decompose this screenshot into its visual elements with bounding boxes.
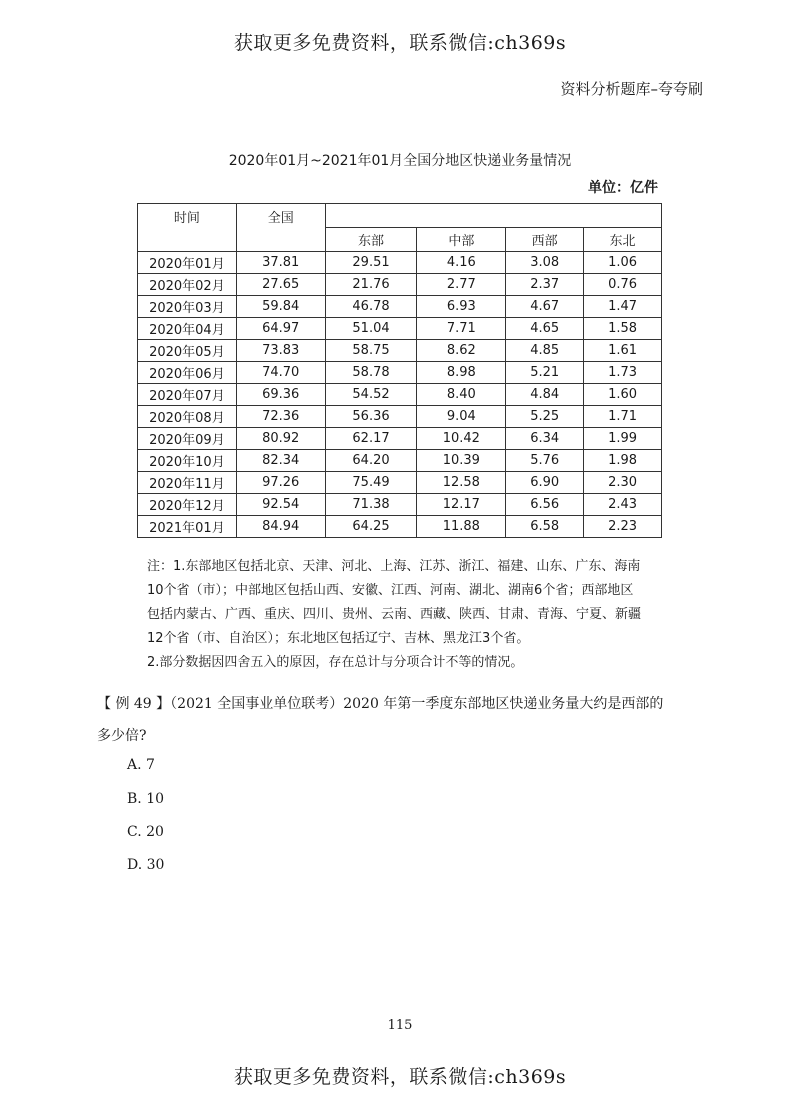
cell-national: 69.36 [236, 384, 325, 406]
cell-central: 10.39 [417, 450, 506, 472]
table-row [138, 494, 662, 516]
header-time: 时间 [138, 204, 237, 252]
table-row [138, 296, 662, 318]
cell-central: 6.93 [417, 296, 506, 318]
note-line: 10个省（市）；中部地区包括山西、安徽、江西、河南、湖北、湖南6个省；西部地区 [147, 583, 634, 598]
cell-west: 6.56 [506, 494, 584, 516]
question-line: 【 例 49 】（2021 全国事业单位联考）2020 年第一季度东部地区快递业务量大约是西部的 [97, 696, 664, 712]
cell-east: 56.36 [325, 406, 417, 428]
cell-month: 2020年11月 [138, 472, 237, 494]
cell-national: 73.83 [236, 340, 325, 362]
header-east: 东部 [325, 228, 417, 252]
cell-month: 2020年01月 [138, 252, 237, 274]
cell-northeast: 0.76 [584, 274, 662, 296]
table-row [138, 406, 662, 428]
cell-west: 4.65 [506, 318, 584, 340]
note-line: 包括内蒙古、广西、重庆、四川、贵州、云南、西藏、陕西、甘肃、青海、宁夏、新疆 [147, 607, 642, 622]
cell-central: 7.71 [417, 318, 506, 340]
cell-east: 51.04 [325, 318, 417, 340]
cell-east: 71.38 [325, 494, 417, 516]
cell-national: 97.26 [236, 472, 325, 494]
cell-central: 8.98 [417, 362, 506, 384]
cell-west: 6.90 [506, 472, 584, 494]
cell-month: 2020年09月 [138, 428, 237, 450]
cell-east: 58.78 [325, 362, 417, 384]
cell-month: 2020年10月 [138, 450, 237, 472]
cell-east: 54.52 [325, 384, 417, 406]
promo-banner-top: 获取更多免费资料，联系微信:ch369s [233, 32, 567, 54]
table-row [138, 516, 662, 538]
cell-west: 6.34 [506, 428, 584, 450]
cell-northeast: 1.58 [584, 318, 662, 340]
cell-national: 84.94 [236, 516, 325, 538]
cell-northeast: 2.30 [584, 472, 662, 494]
cell-central: 8.40 [417, 384, 506, 406]
cell-northeast: 1.98 [584, 450, 662, 472]
header-region-group [325, 204, 661, 228]
cell-northeast: 1.60 [584, 384, 662, 406]
cell-east: 58.75 [325, 340, 417, 362]
cell-west: 4.85 [506, 340, 584, 362]
header-national: 全国 [236, 204, 325, 252]
cell-west: 5.21 [506, 362, 584, 384]
question-stem [97, 688, 707, 752]
cell-month: 2020年05月 [138, 340, 237, 362]
header-west: 西部 [506, 228, 584, 252]
table-notes [147, 555, 677, 675]
cell-northeast: 1.06 [584, 252, 662, 274]
cell-national: 74.70 [236, 362, 325, 384]
cell-national: 27.65 [236, 274, 325, 296]
cell-month: 2020年06月 [138, 362, 237, 384]
note-line: 2.部分数据因四舍五入的原因，存在总计与分项合计不等的情况。 [147, 655, 524, 670]
option-c: C. 20 [127, 824, 164, 840]
cell-east: 64.20 [325, 450, 417, 472]
cell-west: 5.76 [506, 450, 584, 472]
cell-central: 10.42 [417, 428, 506, 450]
cell-west: 4.67 [506, 296, 584, 318]
cell-central: 11.88 [417, 516, 506, 538]
cell-west: 5.25 [506, 406, 584, 428]
cell-national: 80.92 [236, 428, 325, 450]
table-unit: 单位：亿件 [588, 180, 658, 196]
cell-northeast: 2.23 [584, 516, 662, 538]
cell-northeast: 1.61 [584, 340, 662, 362]
cell-northeast: 1.47 [584, 296, 662, 318]
header-central: 中部 [417, 228, 506, 252]
cell-west: 2.37 [506, 274, 584, 296]
option-a: A. 7 [127, 757, 155, 773]
cell-central: 9.04 [417, 406, 506, 428]
cell-national: 64.97 [236, 318, 325, 340]
table-title: 2020年01月~2021年01月全国分地区快递业务量情况 [228, 153, 572, 169]
cell-east: 75.49 [325, 472, 417, 494]
cell-west: 3.08 [506, 252, 584, 274]
table-row [138, 428, 662, 450]
cell-national: 82.34 [236, 450, 325, 472]
promo-banner-bottom: 获取更多免费资料，联系微信:ch369s [233, 1066, 567, 1088]
cell-month: 2020年03月 [138, 296, 237, 318]
cell-central: 4.16 [417, 252, 506, 274]
cell-month: 2020年02月 [138, 274, 237, 296]
table-row [138, 472, 662, 494]
cell-east: 29.51 [325, 252, 417, 274]
header-northeast: 东北 [584, 228, 662, 252]
cell-northeast: 1.71 [584, 406, 662, 428]
cell-east: 21.76 [325, 274, 417, 296]
cell-central: 8.62 [417, 340, 506, 362]
cell-central: 12.17 [417, 494, 506, 516]
cell-east: 62.17 [325, 428, 417, 450]
cell-east: 46.78 [325, 296, 417, 318]
question-line: 多少倍? [97, 728, 147, 744]
cell-northeast: 1.99 [584, 428, 662, 450]
cell-national: 59.84 [236, 296, 325, 318]
table-body [138, 252, 662, 538]
cell-central: 12.58 [417, 472, 506, 494]
option-d: D. 30 [127, 857, 165, 873]
header-subtitle: 资料分析题库–夸夸刷 [560, 80, 703, 98]
table-row [138, 252, 662, 274]
cell-national: 92.54 [236, 494, 325, 516]
cell-west: 6.58 [506, 516, 584, 538]
table-row [138, 362, 662, 384]
table-row [138, 274, 662, 296]
note-line: 注：1.东部地区包括北京、天津、河北、上海、江苏、浙江、福建、山东、广东、海南 [147, 559, 641, 574]
table-row [138, 318, 662, 340]
cell-national: 72.36 [236, 406, 325, 428]
express-volume-table [137, 203, 662, 538]
cell-month: 2020年12月 [138, 494, 237, 516]
cell-west: 4.84 [506, 384, 584, 406]
cell-east: 64.25 [325, 516, 417, 538]
cell-northeast: 2.43 [584, 494, 662, 516]
table-row [138, 384, 662, 406]
option-b: B. 10 [127, 791, 165, 807]
cell-month: 2021年01月 [138, 516, 237, 538]
cell-central: 2.77 [417, 274, 506, 296]
table-row [138, 450, 662, 472]
cell-national: 37.81 [236, 252, 325, 274]
cell-month: 2020年07月 [138, 384, 237, 406]
page-number: 115 [387, 1018, 413, 1033]
table-row [138, 340, 662, 362]
cell-month: 2020年04月 [138, 318, 237, 340]
cell-northeast: 1.73 [584, 362, 662, 384]
note-line: 12个省（市、自治区）；东北地区包括辽宁、吉林、黑龙江3个省。 [147, 631, 530, 646]
cell-month: 2020年08月 [138, 406, 237, 428]
